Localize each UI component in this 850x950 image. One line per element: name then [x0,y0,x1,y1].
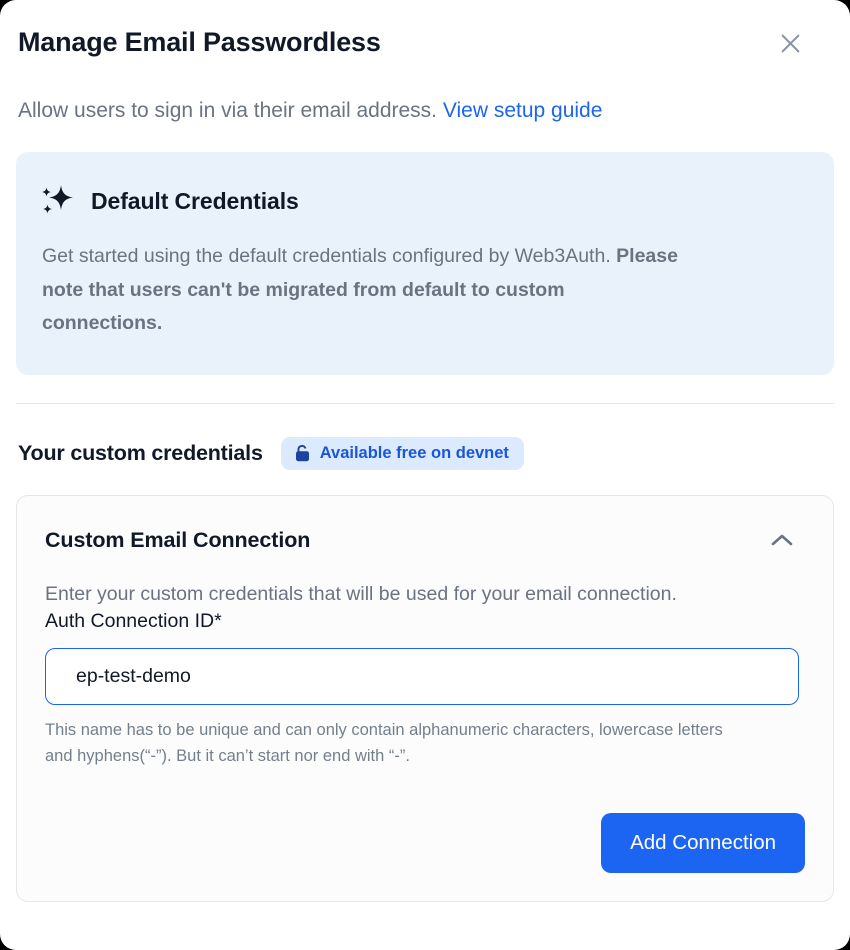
view-setup-guide-link[interactable]: View setup guide [442,99,603,122]
card-description: Enter your custom credentials that will be used for your email connection. [45,582,677,605]
section-divider [16,403,834,404]
default-credentials-body-bold: Please note that users can't be migrated from default to custom connections. [42,245,678,335]
auth-connection-id-input[interactable] [45,648,799,705]
default-credentials-box [16,152,834,375]
custom-credentials-section [16,437,834,470]
card-header[interactable] [45,528,805,553]
auth-connection-id-helper: This name has to be unique and can only contain alphanumeric characters, lowercase letters and hyphens(“-”). But it can’t start nor end with “-”. [45,721,723,765]
card-actions [45,813,805,873]
default-credentials-header [42,184,808,218]
modal-subtitle [16,97,834,124]
default-credentials-body-regular: Get started using the default credentials configured by Web3Auth. [42,245,617,268]
auth-connection-id-label: Auth Connection ID* [45,610,222,633]
subtitle-text: Allow users to sign in via their email address. [18,99,438,122]
add-connection-button[interactable]: Add Connection [601,813,805,873]
card-title: Custom Email Connection [45,527,311,552]
sparkles-icon [42,184,74,218]
devnet-badge [281,437,524,470]
custom-credentials-heading: Your custom credentials [18,440,263,465]
devnet-badge-label: Available free on devnet [319,443,509,462]
close-icon [777,45,804,60]
lock-icon [294,444,311,462]
custom-email-connection-card [16,495,834,902]
modal-header [16,22,834,61]
chevron-up-icon [769,536,795,551]
collapse-button[interactable] [759,530,805,550]
close-button[interactable] [773,26,808,61]
page-title: Manage Email Passwordless [18,27,381,57]
default-credentials-title: Default Credentials [91,187,299,214]
default-credentials-body [42,240,690,341]
